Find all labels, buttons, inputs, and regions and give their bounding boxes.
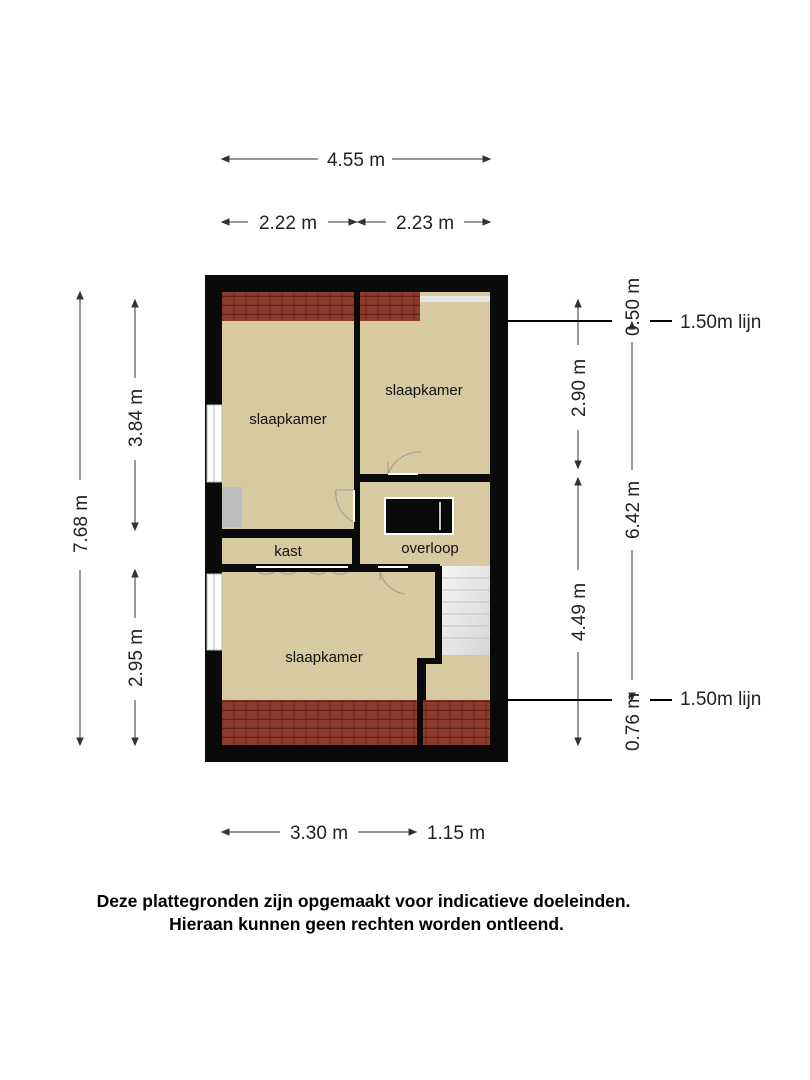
building [205,275,508,762]
dim-width-left-top: 2.22 m [258,213,318,234]
dim-width-left-bottom: 3.30 m [289,823,349,844]
dim-depth-between-lines: 6.42 m [623,480,644,540]
room-label-bedroom-bottom: slaapkamer [285,649,363,666]
disclaimer-line-2: Hieraan kunnen geen rechten worden ontleend. [169,914,564,934]
disclaimer-line-1: Deze plattegronden zijn opgemaakt voor indicatieve doeleinden. [96,891,631,911]
line-label-bottom: 1.50m lijn [680,689,762,710]
dim-top-offset: 0.50 m [623,277,644,337]
line-label-top: 1.50m lijn [680,312,762,333]
dim-width-right-bottom: 1.15 m [426,823,486,844]
room-label-closet: kast [274,543,302,560]
dim-bottom-offset: 0.76 m [623,692,644,752]
room-label-landing: overloop [401,540,459,557]
dim-depth-upper-right: 2.90 m [569,358,590,418]
dim-depth-lower-right: 4.49 m [569,582,590,642]
dim-depth-lower-left: 2.95 m [126,628,147,688]
dim-width-right-top: 2.23 m [395,213,455,234]
dim-total-depth: 7.68 m [71,494,92,554]
dim-depth-upper-left: 3.84 m [126,388,147,448]
dim-total-width: 4.55 m [326,150,386,171]
room-label-bedroom-top-left: slaapkamer [249,411,327,428]
room-label-bedroom-top-right: slaapkamer [385,382,463,399]
